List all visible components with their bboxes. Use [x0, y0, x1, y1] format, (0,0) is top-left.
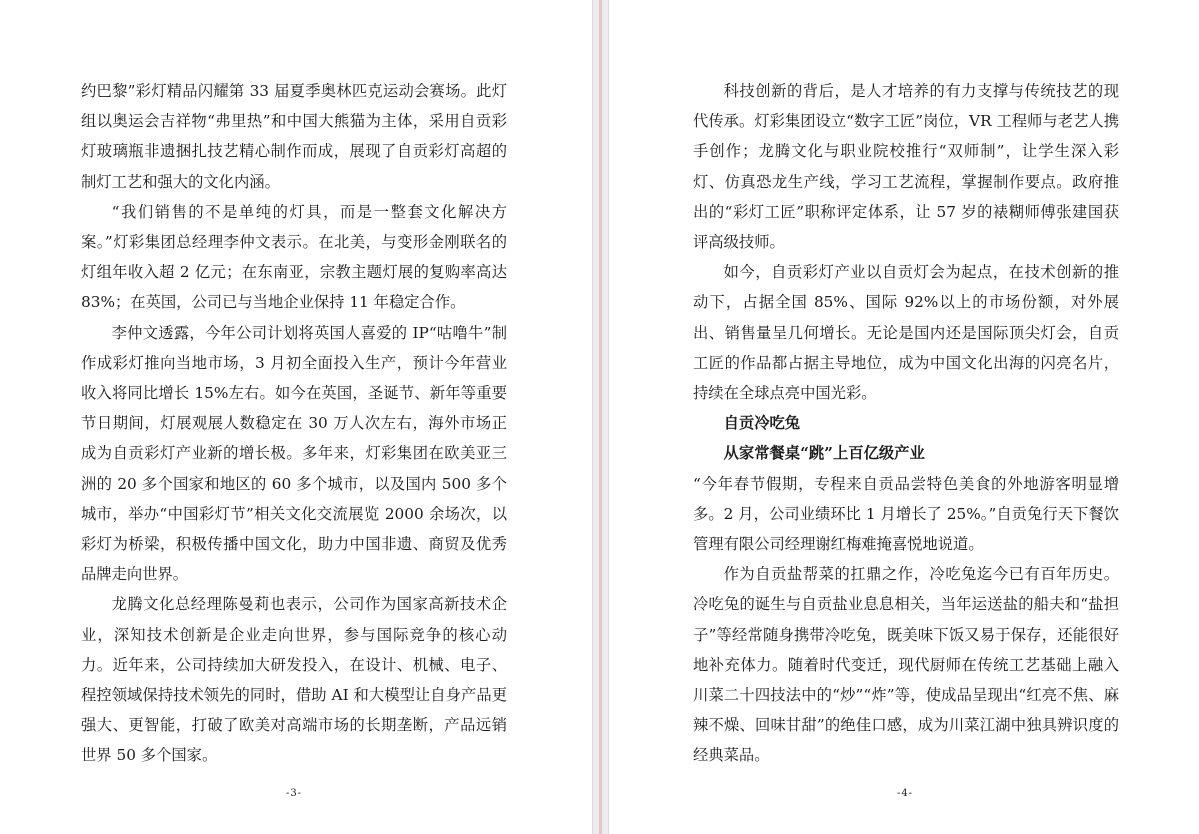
page-gutter	[592, 0, 609, 834]
paragraph: 科技创新的背后，是人才培养的有力支撑与传统技艺的现代传承。灯彩集团设立“数字工匠”岗位，VR 工程师与老艺人携手创作；龙腾文化与职业院校推行“双师制”，让学生深入彩灯、仿真恐龙生产线，学习工艺流程，掌握制作要点。政府推出的“彩灯工匠”职称评定体系，让 57 岁的裱糊师傅张建国获评高级技师。	[693, 82, 1119, 252]
page-4-body	[693, 76, 1119, 771]
section-title: 自贡冷吃兔	[723, 414, 801, 433]
paragraph: 如今，自贡彩灯产业以自贡灯会为起点，在技术创新的推动下，占据全国 85%、国际 92%以上的市场份额，对外展出、销售量呈几何增长。无论是国内还是国际顶尖灯会，自贡工匠的作品都占据主导地位，成为中国文化出海的闪亮名片，持续在全球点亮中国光彩。	[693, 263, 1119, 403]
section-subtitle: 从家常餐桌“跳”上百亿级产业	[723, 444, 925, 463]
page-3-body	[81, 76, 507, 771]
paragraph: 李仲文透露，今年公司计划将英国人喜爱的 IP“咕噜牛”制作成彩灯推向当地市场，3 月初全面投入生产，预计今年营业收入将同比增长 15%左右。如今在英国，圣诞节、新年等重要节日期间，灯展观展人数稳定在 30 万人次左右，海外市场正成为自贡彩灯产业新的增长极。多年来，灯彩集团在欧美亚三洲的 20 多个国家和地区的 60 多个城市，以及国内 500 多个城市，举办“中国彩灯节”相关文化交流展览 2000 余场次，以彩灯为桥梁，积极传播中国文化，助力中国非遗、商贸及优秀品牌走向世界。	[81, 323, 507, 584]
page-number: -4-	[896, 788, 914, 799]
page-4	[609, 0, 1199, 834]
paragraph: “我们销售的不是单纯的灯具，而是一整套文化解决方案。”灯彩集团总经理李仲文表示。在北美，与变形金刚联名的灯组年收入超 2 亿元；在东南亚，宗教主题灯展的复购率高达 83%；在英国，公司已与当地企业保持 11 年稳定合作。	[81, 202, 507, 312]
paragraph: 龙腾文化总经理陈曼莉也表示，公司作为国家高新技术企业，深知技术创新是企业走向世界，参与国际竞争的核心动力。近年来，公司持续加大研发投入，在设计、机械、电子、程控领域保持技术领先的同时，借助 AI 和大模型让自身产品更强大、更智能，打破了欧美对高端市场的长期垄断，产品远销世界 50 多个国家。	[81, 595, 507, 765]
page-3	[0, 0, 592, 834]
paragraph: 约巴黎”彩灯精品闪耀第 33 届夏季奥林匹克运动会赛场。此灯组以奥运会吉祥物“弗里热”和中国大熊猫为主体，采用自贡彩灯玻璃瓶非遗捆扎技艺精心制作而成，展现了自贡彩灯高超的制灯工艺和强大的文化内涵。	[81, 82, 507, 191]
paragraph: “今年春节假期，专程来自贡品尝特色美食的外地游客明显增多。2 月，公司业绩环比 1 月增长了 25%。”自贡兔行天下餐饮管理有限公司经理谢红梅难掩喜悦地说道。	[693, 474, 1119, 554]
paragraph: 作为自贡盐帮菜的扛鼎之作，冷吃兔迄今已有百年历史。冷吃兔的诞生与自贡盐业息息相关，当年运送盐的船夫和“盐担子”等经常随身携带冷吃兔，既美味下饭又易于保存，还能很好地补充体力。随着时代变迁，现代厨师在传统工艺基础上融入川菜二十四技法中的“炒”“炸”等，使成品呈现出“红亮不焦、麻辣不燥、回味甘甜”的绝佳口感，成为川菜江湖中独具辨识度的经典菜品。	[693, 565, 1119, 765]
page-number: -3-	[285, 788, 303, 799]
gutter-stripe	[599, 0, 602, 834]
